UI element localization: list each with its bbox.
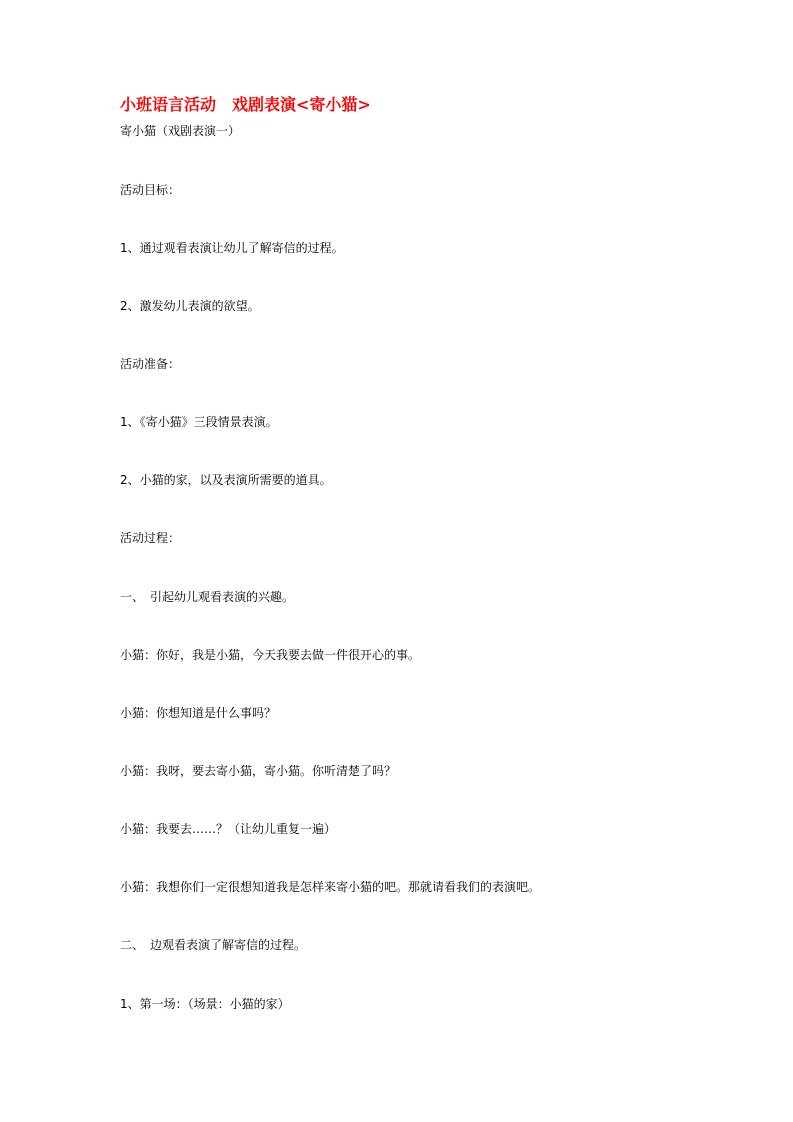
dialogue-line-3: 小猫：我呀，要去寄小猫，寄小猫。你听清楚了吗？	[120, 764, 397, 778]
section-heading-preparation: 活动准备：	[120, 357, 181, 371]
dialogue-line-4: 小猫：我要去……？（让幼儿重复一遍）	[120, 822, 337, 836]
process-step-1: 一、 引起幼儿观看表演的兴趣。	[120, 590, 295, 604]
process-step-2: 二、 边观看表演了解寄信的过程。	[120, 938, 307, 952]
dialogue-line-1: 小猫：你好，我是小猫，今天我要去做一件很开心的事。	[120, 648, 421, 662]
goal-item-2: 2、激发幼儿表演的欲望。	[120, 299, 260, 313]
preparation-item-2: 2、小猫的家，以及表演所需要的道具。	[120, 473, 332, 487]
dialogue-line-2: 小猫：你想知道是什么事吗？	[120, 706, 277, 720]
preparation-item-1: 1、《寄小猫》三段情景表演。	[120, 415, 278, 429]
scene-1-heading: 1、第一场：（场景：小猫的家）	[120, 997, 290, 1011]
subtitle-paragraph: 寄小猫（戏剧表演一）	[120, 124, 241, 138]
section-heading-process: 活动过程：	[120, 531, 181, 545]
goal-item-1: 1、通过观看表演让幼儿了解寄信的过程。	[120, 241, 344, 255]
section-heading-goals: 活动目标：	[120, 183, 181, 197]
document-title: 小班语言活动 戏剧表演<寄小猫>	[120, 95, 371, 114]
dialogue-line-5: 小猫：我想你们一定很想知道我是怎样来寄小猫的吧。那就请看我们的表演吧。	[120, 880, 541, 894]
